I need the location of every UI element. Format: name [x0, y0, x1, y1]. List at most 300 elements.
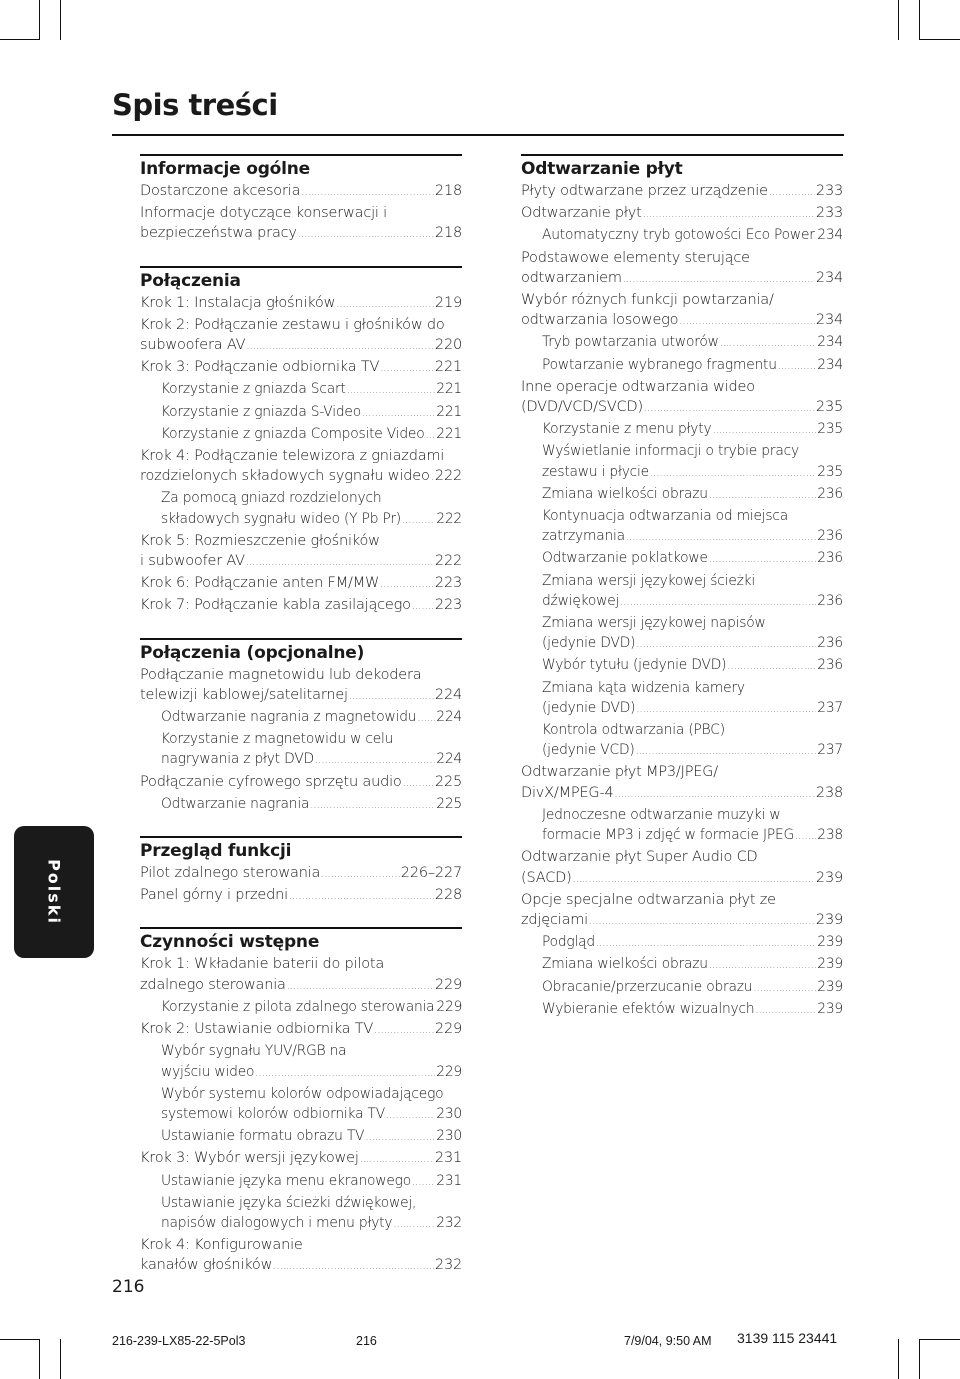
toc-subentry[interactable]	[521, 419, 843, 441]
page-ref: 231	[436, 1172, 462, 1189]
page-ref: 239	[815, 911, 843, 928]
toc-section	[140, 638, 462, 816]
toc-subentry[interactable]	[521, 355, 843, 377]
toc-subentry[interactable]	[140, 729, 462, 771]
crop-mark	[0, 1339, 40, 1340]
toc-entry[interactable]	[521, 890, 843, 932]
page-ref: 222	[436, 510, 462, 527]
entry-text: Zmiana wersji językowej napisów	[542, 615, 766, 632]
dot-leader	[393, 1213, 435, 1235]
entry-text: DivX/MPEG-4	[521, 784, 614, 801]
toc-subentry[interactable]	[140, 402, 462, 424]
dot-leader	[374, 1019, 434, 1041]
page-ref: 221	[436, 403, 462, 420]
page-ref: 226–227	[400, 865, 462, 882]
entry-row	[161, 1126, 462, 1148]
entry-text: Odtwarzanie nagrania	[161, 795, 310, 812]
entry-text: składowych sygnału wideo (Y Pb Pr)	[161, 510, 401, 527]
toc-entry[interactable]	[140, 446, 462, 488]
entry-row	[521, 868, 843, 890]
page-ref: 233	[815, 205, 843, 222]
entry-row	[542, 484, 843, 506]
entry-text: Krok 6: Podłączanie anten FM/MW	[140, 575, 380, 592]
toc-subentry[interactable]	[521, 506, 843, 548]
entry-row	[542, 332, 843, 354]
entry-row	[140, 573, 462, 595]
section-heading: Połączenia	[140, 270, 241, 291]
entry-row	[542, 954, 843, 976]
entry-text: odtwarzania losowego	[521, 312, 679, 329]
dot-leader	[709, 548, 816, 570]
section-heading: Przegląd funkcji	[140, 841, 292, 862]
entry-row	[140, 335, 462, 357]
entry-row	[161, 1104, 462, 1126]
language-tab-label: Polski	[44, 859, 64, 925]
entry-text: Odtwarzanie płyt MP3/JPEG/	[521, 764, 718, 781]
dot-leader	[246, 335, 434, 357]
page-ref: 236	[817, 528, 843, 545]
entry-text: Krok 2: Ustawianie odbiornika TV	[140, 1021, 374, 1038]
dot-leader	[289, 885, 434, 907]
toc-left-column	[140, 154, 462, 1278]
dot-leader	[246, 551, 434, 573]
entry-text: Opcje specjalne odtwarzania płyt ze	[521, 891, 776, 908]
dot-leader	[417, 707, 435, 729]
entry-text: Zmiana wersji językowej ścieżki	[542, 572, 756, 589]
entry-text: Wyświetlanie informacji o trybie pracy	[542, 443, 799, 460]
section-heading: Informacje ogólne	[140, 159, 311, 179]
page-ref: 236	[817, 635, 843, 652]
dot-leader	[336, 293, 434, 315]
entry-row	[542, 462, 843, 484]
entry-row	[140, 1019, 462, 1041]
toc-subentry[interactable]	[521, 954, 843, 976]
page-ref: 239	[817, 934, 843, 951]
page-number: 216	[112, 1277, 145, 1297]
entry-row	[161, 402, 462, 424]
entry-row	[140, 595, 462, 617]
entry-text: Ustawianie formatu obrazu TV	[161, 1128, 365, 1145]
entry-text: Wybór tytułu (jedynie DVD)	[542, 657, 727, 674]
dot-leader	[573, 868, 815, 890]
page-ref: 223	[434, 575, 462, 592]
entry-text: formacie MP3 i zdjęć w formacie JPEG	[542, 827, 794, 844]
page-ref: 234	[815, 312, 843, 329]
page-ref: 233	[815, 183, 843, 199]
entry-row	[161, 1171, 462, 1193]
dot-leader	[709, 954, 816, 976]
entry-text: Krok 7: Podłączanie kabla zasilającego	[140, 597, 411, 614]
toc-entry[interactable]	[521, 203, 843, 225]
toc-entry[interactable]	[140, 181, 462, 203]
entry-row	[140, 863, 462, 885]
page-ref: 236	[817, 657, 843, 674]
entry-text: Korzystanie z gniazda S-Video	[161, 403, 361, 420]
toc-subentry[interactable]	[521, 548, 843, 570]
toc-subentry[interactable]	[140, 424, 462, 446]
section-rule	[140, 154, 462, 156]
page-ref: 238	[817, 827, 843, 844]
dot-leader	[626, 526, 816, 548]
entry-row	[140, 1148, 462, 1170]
toc-entry[interactable]	[521, 248, 843, 290]
entry-row	[161, 509, 462, 531]
toc-entry[interactable]	[140, 863, 462, 885]
page-ref: 218	[434, 183, 462, 199]
entry-text: Korzystanie z gniazda Composite Video	[161, 425, 425, 442]
page-ref: 232	[434, 1257, 462, 1274]
page-ref: 219	[434, 294, 462, 311]
toc-subentry[interactable]	[140, 794, 462, 816]
dot-leader	[644, 397, 815, 419]
entry-text: Informacje dotyczące konserwacji i	[140, 205, 387, 222]
dot-leader	[778, 355, 816, 377]
toc-subentry[interactable]	[140, 1041, 462, 1083]
entry-text: Krok 1: Wkładanie baterii do pilota	[140, 956, 385, 973]
toc-entry[interactable]	[140, 357, 462, 379]
entry-text: Krok 2: Podłączanie zestawu i głośników do	[140, 316, 445, 333]
dot-leader	[365, 1126, 435, 1148]
entry-text: bezpieczeństwa pracy	[140, 225, 297, 242]
toc-subentry[interactable]	[521, 571, 843, 613]
entry-text: (jedynie DVD)	[542, 635, 636, 652]
dot-leader	[795, 825, 816, 847]
toc-subentry[interactable]	[140, 707, 462, 729]
dot-leader	[321, 863, 400, 885]
toc-subentry[interactable]	[140, 997, 462, 1019]
entry-row	[542, 548, 843, 570]
toc-subentry[interactable]	[521, 332, 843, 354]
entry-text: Korzystanie z menu płyty	[542, 421, 712, 438]
page-ref: 239	[817, 956, 843, 973]
page-ref: 235	[817, 421, 843, 438]
entry-text: Podgląd	[542, 934, 595, 951]
toc-section	[140, 927, 462, 1277]
toc-subentry[interactable]	[140, 1171, 462, 1193]
page-ref: 229	[436, 1063, 462, 1080]
entry-text: Wybór sygnału YUV/RGB na	[161, 1043, 347, 1060]
dot-leader	[727, 655, 816, 677]
entry-text: Krok 3: Wybór wersji językowej	[140, 1150, 359, 1167]
dot-leader	[425, 424, 435, 446]
toc-subentry[interactable]	[140, 379, 462, 401]
toc-subentry[interactable]	[521, 999, 843, 1021]
title-rule	[112, 134, 844, 136]
toc-entry[interactable]	[140, 885, 462, 907]
dot-leader	[753, 977, 816, 999]
entry-text: systemowi kolorów odbiornika TV	[161, 1105, 386, 1122]
toc-entry[interactable]	[140, 665, 462, 707]
crop-mark	[898, 1339, 899, 1379]
dot-leader	[349, 685, 434, 707]
entry-row	[161, 1213, 462, 1235]
page-ref: 225	[436, 795, 462, 812]
page-ref: 229	[434, 1021, 462, 1038]
footer-file: 216-239-LX85-22-5Pol3	[112, 1334, 246, 1348]
toc-entry[interactable]	[140, 531, 462, 573]
page-ref: 222	[434, 553, 462, 570]
entry-text: Odtwarzanie nagrania z magnetowidu	[161, 709, 417, 726]
page-ref: 234	[817, 356, 843, 373]
dot-leader	[362, 402, 435, 424]
dot-leader	[402, 509, 435, 531]
toc-subentry[interactable]	[521, 441, 843, 483]
page-ref: 238	[815, 784, 843, 801]
dot-leader	[273, 1255, 434, 1277]
entry-row	[542, 977, 843, 999]
entry-text: Pilot zdalnego sterowania	[140, 865, 321, 882]
entry-row	[161, 794, 462, 816]
page-ref: 235	[815, 399, 843, 416]
entry-text: Podłączanie cyfrowego sprzętu audio	[140, 773, 402, 790]
entry-text: (DVD/VCD/SVCD)	[521, 399, 643, 416]
entry-text: telewizji kablowej/satelitarnej	[140, 686, 348, 703]
dot-leader	[431, 466, 434, 488]
entry-text: kanałów głośników	[140, 1257, 273, 1274]
entry-row	[542, 825, 843, 847]
toc-subentry[interactable]	[521, 484, 843, 506]
dot-leader	[301, 181, 434, 203]
toc-subentry[interactable]	[140, 1193, 462, 1235]
page-ref: 234	[815, 269, 843, 286]
page-ref: 224	[434, 686, 462, 703]
dot-leader	[636, 633, 816, 655]
toc-section	[521, 154, 843, 1021]
entry-row	[521, 181, 843, 203]
dot-leader	[255, 1062, 435, 1084]
entry-text: Krok 4: Podłączanie telewizora z gniazdami	[140, 448, 445, 465]
dot-leader	[636, 698, 816, 720]
toc-entry[interactable]	[521, 181, 843, 203]
crop-mark	[919, 1339, 920, 1379]
crop-mark	[920, 39, 960, 40]
dot-leader	[643, 203, 815, 225]
toc-subentry[interactable]	[521, 655, 843, 677]
entry-text: Krok 3: Podłączanie odbiornika TV	[140, 359, 380, 376]
entry-text: Korzystanie z magnetowidu w celu	[161, 731, 394, 748]
toc-entry[interactable]	[140, 1235, 462, 1277]
footer-page: 216	[356, 1334, 377, 1348]
entry-row	[521, 268, 843, 290]
toc-entry[interactable]	[140, 573, 462, 595]
page-ref: 221	[436, 425, 462, 442]
entry-row	[140, 885, 462, 907]
toc-entry[interactable]	[140, 772, 462, 794]
section-rule	[521, 154, 843, 156]
toc-subentry[interactable]	[140, 1084, 462, 1126]
toc-subentry[interactable]	[140, 488, 462, 530]
entry-text: Odtwarzanie płyt Super Audio CD	[521, 849, 758, 866]
toc-subentry[interactable]	[140, 1126, 462, 1148]
entry-text: zatrzymania	[542, 528, 625, 545]
toc-entry[interactable]	[521, 847, 843, 889]
entry-text: wyjściu wideo	[161, 1063, 255, 1080]
dot-leader	[620, 591, 816, 613]
dot-leader	[623, 268, 815, 290]
page-ref: 221	[436, 381, 462, 398]
dot-leader	[615, 783, 815, 805]
dot-leader	[386, 1104, 435, 1126]
dot-leader	[769, 181, 815, 203]
entry-text: Dostarczone akcesoria	[140, 183, 301, 199]
page-ref: 239	[817, 1000, 843, 1017]
page-ref: 229	[434, 976, 462, 993]
page-ref: 230	[436, 1105, 462, 1122]
entry-text: odtwarzaniem	[521, 269, 622, 286]
entry-row	[521, 910, 843, 932]
entry-row	[542, 633, 843, 655]
dot-leader	[650, 462, 816, 484]
entry-row	[140, 293, 462, 315]
page-ref: 230	[436, 1128, 462, 1145]
entry-text: Jednoczesne odtwarzanie muzyki w	[542, 806, 781, 823]
entry-text: Kontrola odtwarzania (PBC)	[542, 722, 725, 739]
dot-leader	[589, 910, 815, 932]
entry-row	[542, 698, 843, 720]
entry-text: Automatyczny tryb gotowości Eco Power	[542, 227, 815, 244]
toc-entry[interactable]	[521, 290, 843, 332]
entry-text: Podłączanie magnetowidu lub dekodera	[140, 666, 422, 683]
section-rule	[140, 266, 462, 268]
crop-mark	[0, 39, 40, 40]
crop-mark	[919, 0, 920, 40]
dot-leader	[380, 357, 434, 379]
toc-right-column	[521, 154, 843, 1021]
entry-text: Podstawowe elementy sterujące	[521, 249, 750, 266]
section-rule	[140, 836, 462, 838]
toc-entry[interactable]	[521, 762, 843, 804]
entry-text: Wybór różnych funkcji powtarzania/	[521, 292, 774, 309]
entry-text: Korzystanie z pilota zdalnego sterowania	[161, 998, 435, 1015]
entry-row	[140, 223, 462, 245]
dot-leader	[679, 310, 815, 332]
entry-row	[521, 203, 843, 225]
entry-row	[161, 707, 462, 729]
section-rule	[140, 638, 462, 640]
dot-leader	[712, 419, 816, 441]
toc-subentry[interactable]	[521, 805, 843, 847]
entry-text: Powtarzanie wybranego fragmentu	[542, 356, 777, 373]
dot-leader	[636, 740, 817, 762]
entry-text: Zmiana kąta widzenia kamery	[542, 679, 745, 696]
dot-leader	[360, 1148, 434, 1170]
dot-leader	[755, 999, 816, 1021]
entry-row	[140, 466, 462, 488]
entry-text: i subwoofer AV	[140, 553, 245, 570]
page-ref: 232	[436, 1214, 462, 1231]
toc-entry[interactable]	[140, 203, 462, 245]
toc-entry[interactable]	[521, 377, 843, 419]
page-ref: 236	[817, 550, 843, 567]
entry-row	[542, 999, 843, 1021]
entry-row	[542, 419, 843, 441]
crop-mark	[898, 0, 899, 40]
dot-leader	[347, 379, 436, 401]
entry-text: Tryb powtarzania utworów	[542, 334, 719, 351]
toc-subentry[interactable]	[521, 613, 843, 655]
toc-subentry[interactable]	[521, 932, 843, 954]
entry-row	[542, 655, 843, 677]
page-ref: 235	[817, 463, 843, 480]
page-ref: 236	[817, 485, 843, 502]
entry-text: Za pomocą gniazd rozdzielonych	[161, 490, 382, 507]
entry-text: subwoofera AV	[140, 337, 246, 354]
entry-text: Zmiana wielkości obrazu	[542, 485, 708, 502]
entry-text: (SACD)	[521, 869, 572, 886]
entry-row	[521, 310, 843, 332]
entry-text: zdjęciami	[521, 911, 589, 928]
dot-leader	[315, 749, 435, 771]
entry-row	[140, 357, 462, 379]
toc-subentry[interactable]	[521, 225, 843, 247]
page-ref: 234	[817, 227, 843, 244]
entry-text: Korzystanie z gniazda Scart	[161, 381, 346, 398]
page-ref: 234	[817, 334, 843, 351]
footer-date: 7/9/04, 9:50 AM	[624, 1334, 712, 1348]
toc-entry[interactable]	[140, 293, 462, 315]
page-ref: 237	[817, 742, 843, 759]
entry-row	[161, 997, 462, 1019]
entry-text: Inne operacje odtwarzania wideo	[521, 378, 755, 395]
toc-section	[140, 154, 462, 246]
entry-row	[161, 379, 462, 401]
entry-text: Płyty odtwarzane przez urządzenie	[521, 183, 768, 199]
page-ref: 224	[436, 751, 462, 768]
entry-text: Ustawianie języka ścieżki dźwiękowej,	[161, 1194, 417, 1211]
crop-mark	[60, 0, 61, 40]
entry-text: napisów dialogowych i menu płyty	[161, 1214, 393, 1231]
toc-section	[140, 836, 462, 907]
entry-row	[542, 591, 843, 613]
section-heading: Czynności wstępne	[140, 932, 320, 953]
entry-text: Panel górny i przedni	[140, 887, 288, 904]
entry-row	[161, 1062, 462, 1084]
page-ref: 222	[434, 468, 462, 485]
entry-text: (jedynie DVD)	[542, 699, 636, 716]
toc-entry[interactable]	[140, 954, 462, 996]
toc-entry[interactable]	[140, 595, 462, 617]
toc-entry[interactable]	[140, 315, 462, 357]
dot-leader	[720, 332, 817, 354]
entry-row	[140, 181, 462, 203]
page-ref: 218	[434, 225, 462, 242]
entry-text: Wybór systemu kolorów odpowiadającego	[161, 1085, 444, 1102]
entry-row	[542, 355, 843, 377]
toc-entry[interactable]	[140, 1019, 462, 1041]
entry-row	[542, 740, 843, 762]
entry-text: Odtwarzanie płyt	[521, 205, 642, 222]
crop-mark	[39, 0, 40, 40]
toc-entry[interactable]	[140, 1148, 462, 1170]
dot-leader	[816, 225, 817, 247]
toc-section	[140, 266, 462, 618]
dot-leader	[596, 932, 816, 954]
toc-subentry[interactable]	[521, 678, 843, 720]
dot-leader	[298, 223, 434, 245]
entry-text: Krok 1: Instalacja głośników	[140, 294, 336, 311]
toc-subentry[interactable]	[521, 720, 843, 762]
page-ref: 223	[434, 597, 462, 614]
page-ref: 221	[434, 359, 462, 376]
entry-text: Ustawianie języka menu ekranowego	[161, 1172, 411, 1189]
entry-text: Kontynuacja odtwarzania od miejsca	[542, 508, 789, 525]
section-heading: Połączenia (opcjonalne)	[140, 642, 365, 663]
entry-row	[161, 749, 462, 771]
entry-row	[140, 975, 462, 997]
entry-row	[140, 772, 462, 794]
toc-subentry[interactable]	[521, 977, 843, 999]
entry-text: (jedynie VCD)	[542, 742, 635, 759]
